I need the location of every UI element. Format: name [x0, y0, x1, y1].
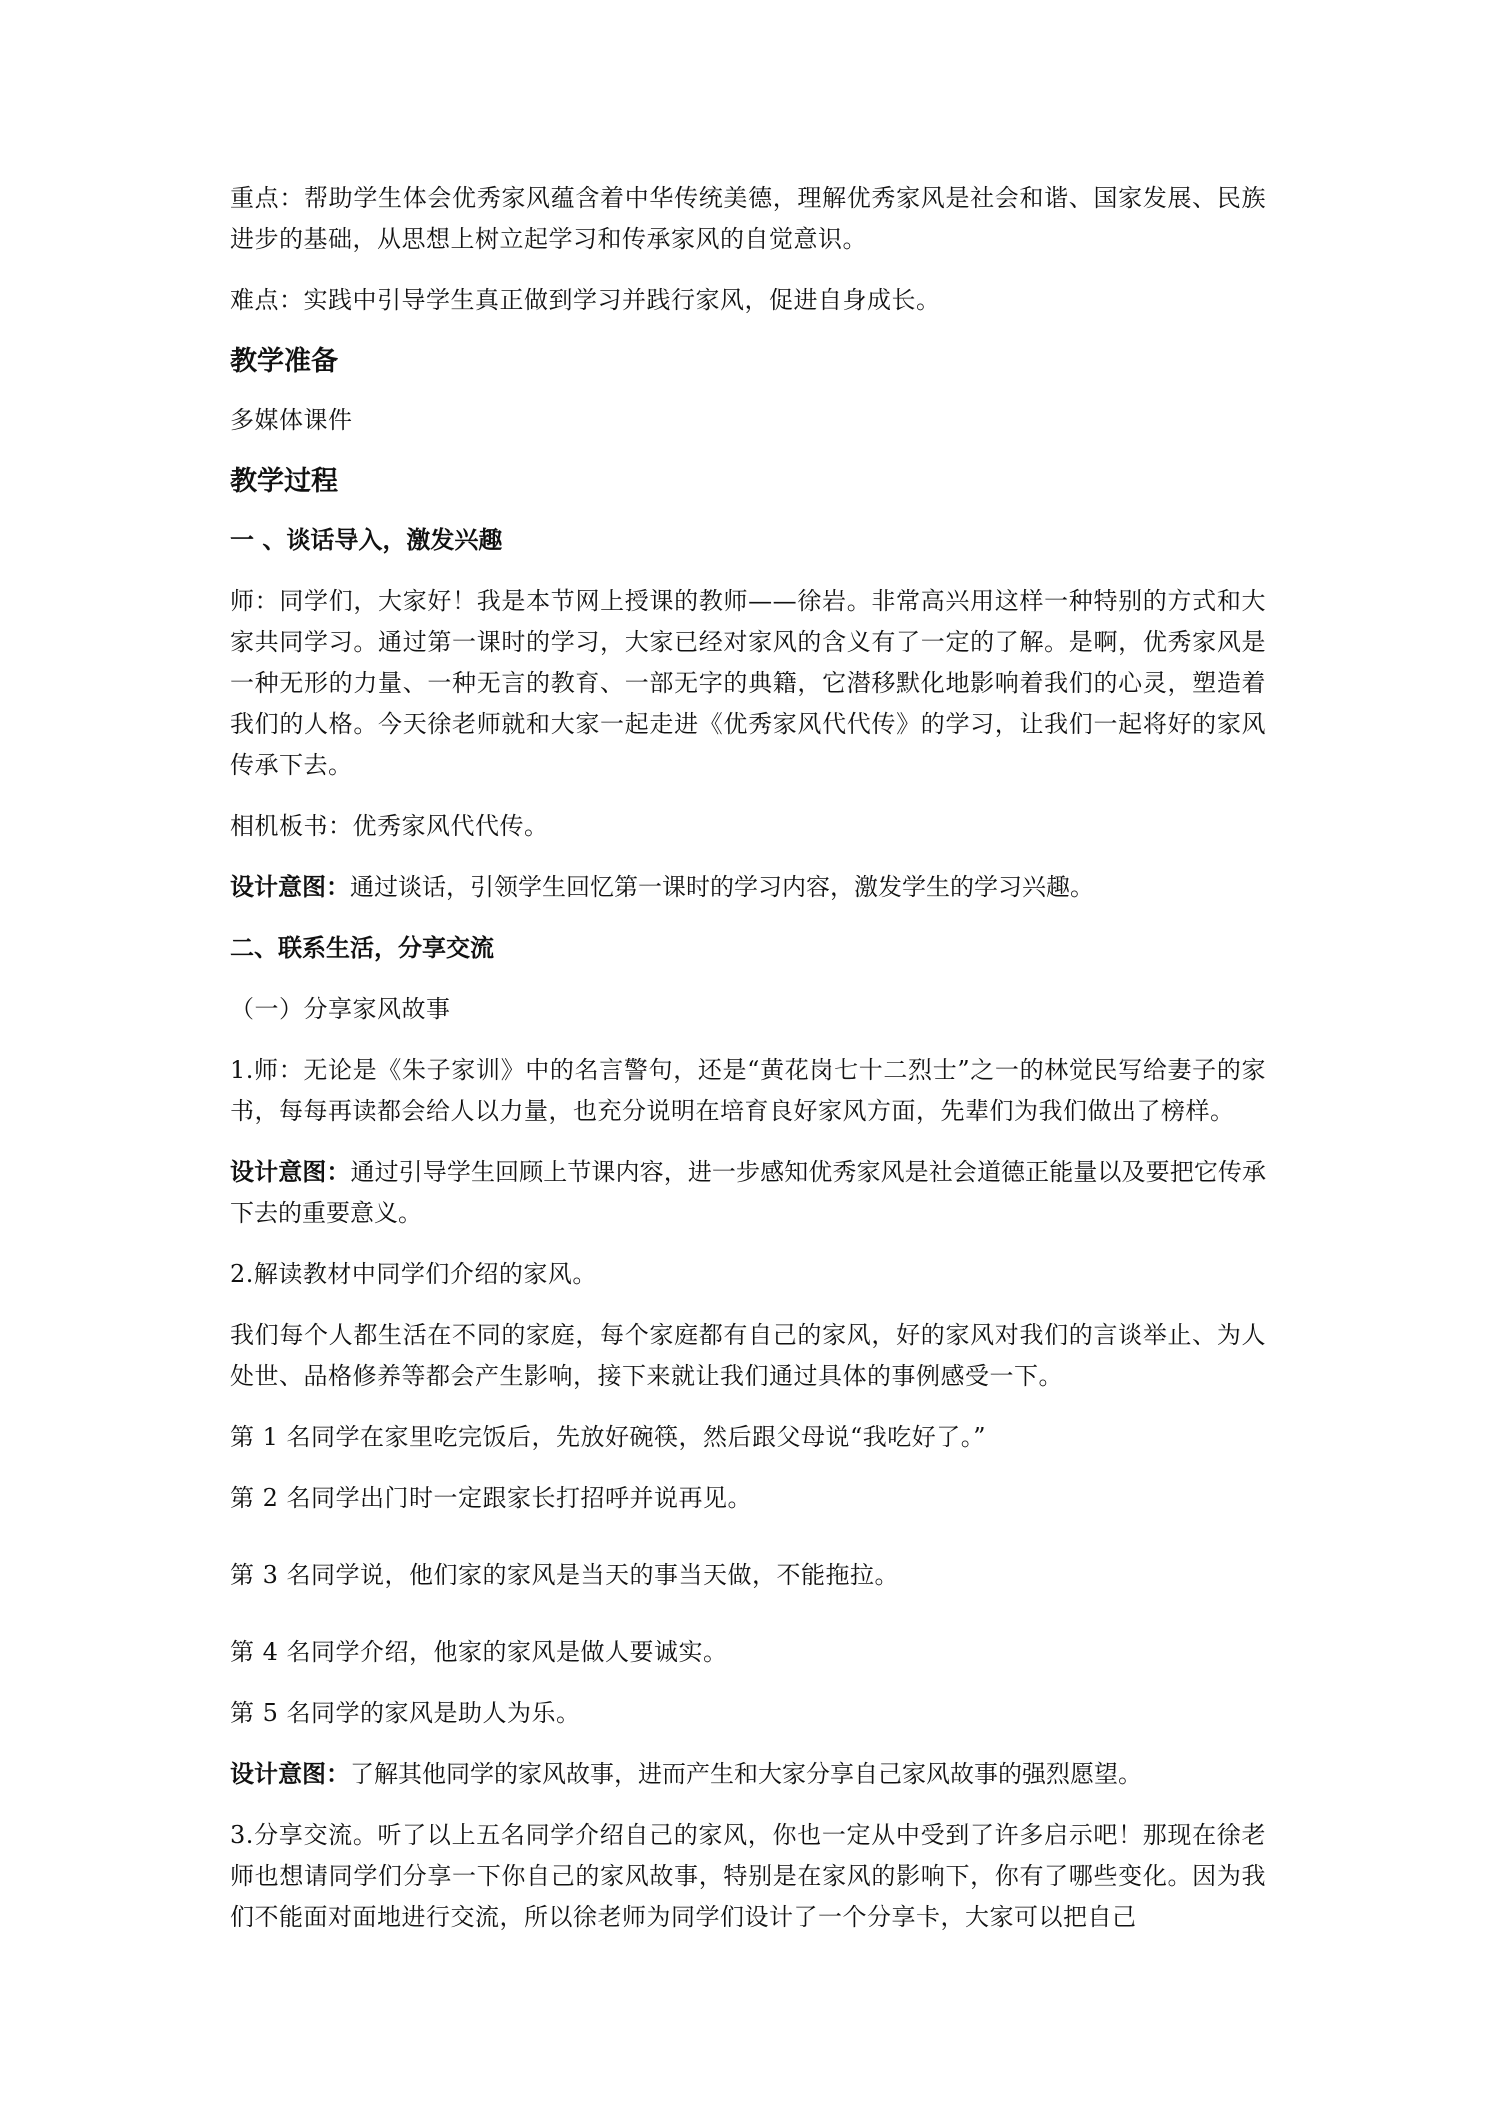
design-intent-2: [230, 1152, 1266, 1234]
item-3-paragraph: 3.分享交流。听了以上五名同学介绍自己的家风，你也一定从中受到了许多启示吧！那现在徐老师也想请同学们分享一下你自己的家风故事，特别是在家风的影响下，你有了哪些变化。因为我们不能面对面地进行交流，所以徐老师为同学们设计了一个分享卡，大家可以把自己: [230, 1821, 1266, 1931]
board-writing-paragraph: 相机板书：优秀家风代代传。: [230, 812, 549, 840]
student-3-line: 第 3 名同学说，他们家的家风是当天的事当天做，不能拖拉。: [230, 1561, 900, 1589]
item-2-heading: 2.解读教材中同学们介绍的家风。: [230, 1260, 597, 1288]
student-1-line: 第 1 名同学在家里吃完饭后，先放好碗筷，然后跟父母说“我吃好了。”: [230, 1423, 987, 1451]
teaching-prep-heading: 教学准备: [230, 346, 338, 377]
part2-subheading: （一）分享家风故事: [230, 995, 451, 1023]
student-4-line: 第 4 名同学介绍，他家的家风是做人要诚实。: [230, 1638, 728, 1666]
teacher-intro-paragraph: 师：同学们，大家好！我是本节网上授课的教师——徐岩。非常高兴用这样一种特别的方式和大家共同学习。通过第一课时的学习，大家已经对家风的含义有了一定的了解。是啊，优秀家风是一种无形的力量、一种无言的教育、一部无字的典籍，它潜移默化地影响着我们的心灵，塑造着我们的人格。今天徐老师就和大家一起走进《优秀家风代代传》的学习，让我们一起将好的家风传承下去。: [230, 587, 1266, 779]
design-intent-label: 设计意图：: [230, 873, 350, 901]
design-intent-text: 通过谈话，引领学生回忆第一课时的学习内容，激发学生的学习兴趣。: [350, 873, 1094, 901]
design-intent-3: [230, 1754, 1266, 1795]
design-intent-label: 设计意图：: [230, 1158, 351, 1186]
design-intent-1: [230, 867, 1266, 908]
design-intent-label: 设计意图：: [230, 1760, 350, 1788]
teaching-prep-text: 多媒体课件: [230, 406, 353, 434]
difficult-point-paragraph: 难点：实践中引导学生真正做到学习并践行家风，促进自身成长。: [230, 286, 941, 314]
student-5-line: 第 5 名同学的家风是助人为乐。: [230, 1699, 581, 1727]
student-2-line: 第 2 名同学出门时一定跟家长打招呼并说再见。: [230, 1484, 753, 1512]
design-intent-text: 了解其他同学的家风故事，进而产生和大家分享自己家风故事的强烈愿望。: [350, 1760, 1142, 1788]
part2-heading: 二、联系生活，分享交流: [230, 934, 494, 962]
key-point-paragraph: 重点：帮助学生体会优秀家风蕴含着中华传统美德，理解优秀家风是社会和谐、国家发展、民族进步的基础，从思想上树立起学习和传承家风的自觉意识。: [230, 184, 1266, 253]
design-intent-text: 通过引导学生回顾上节课内容，进一步感知优秀家风是社会道德正能量以及要把它传承下去的重要意义。: [230, 1158, 1267, 1227]
item-1-paragraph: 1.师：无论是《朱子家训》中的名言警句，还是“黄花岗七十二烈士”之一的林觉民写给妻子的家书，每每再读都会给人以力量，也充分说明在培育良好家风方面，先辈们为我们做出了榜样。: [230, 1056, 1266, 1125]
item-2-paragraph: 我们每个人都生活在不同的家庭，每个家庭都有自己的家风，好的家风对我们的言谈举止、为人处世、品格修养等都会产生影响，接下来就让我们通过具体的事例感受一下。: [230, 1321, 1266, 1390]
part1-heading: 一 、谈话导入，激发兴趣: [230, 526, 503, 554]
teaching-process-heading: 教学过程: [230, 466, 338, 497]
